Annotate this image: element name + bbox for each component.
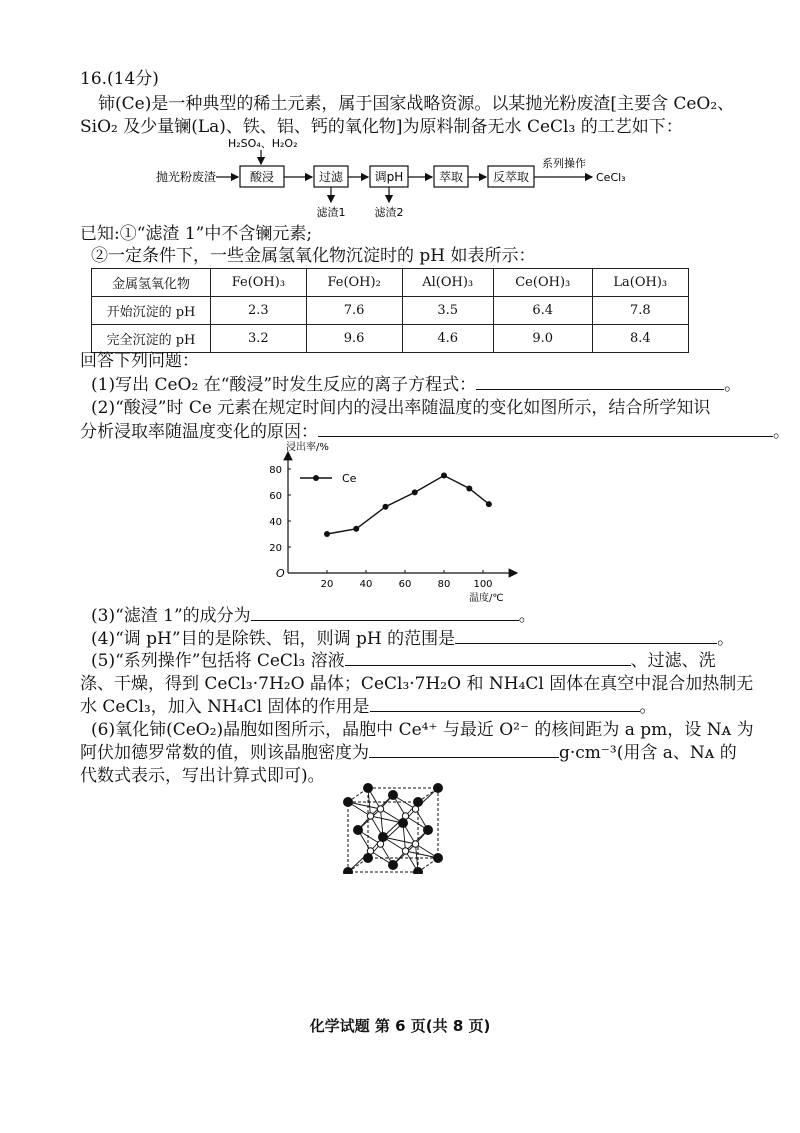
question-5-line-3 — [80, 696, 657, 718]
table-cell: 开始沉淀的 pH — [92, 297, 211, 325]
chart-x-tick-label: 20 — [320, 579, 334, 590]
question-5-text-b: 、过滤、洗 — [630, 651, 716, 671]
table-cell: 9.6 — [306, 325, 402, 353]
question-6-line-2 — [80, 742, 737, 764]
answer-blank-3[interactable] — [251, 605, 519, 621]
flow-step-filter-label: 过滤 — [318, 170, 344, 184]
known-2: ②一定条件下，一些金属氢氧化物沉淀时的 pH 如表所示： — [91, 246, 536, 266]
cerium-atom — [388, 860, 398, 870]
answer-blank-1[interactable] — [476, 374, 724, 390]
cerium-atom — [433, 783, 443, 793]
cerium-atom — [353, 825, 363, 835]
question-6-text-b: g·cm⁻³(用含 a、Nᴀ 的 — [559, 743, 737, 763]
question-number: 16.(14分) — [80, 69, 159, 89]
question-2-line-1: (2)“酸浸”时 Ce 元素在规定时间内的浸出率随温度的变化如图所示，结合所学知识 — [91, 398, 711, 418]
chart-y-tick-label: 80 — [269, 465, 282, 476]
question-1-text: (1)写出 CeO₂ 在“酸浸”时发生反应的离子方程式： — [91, 375, 477, 395]
question-5-text-c: 水 CeCl₃，加入 NH₄Cl 固体的作用是 — [80, 697, 370, 717]
table-cell: 9.0 — [493, 325, 592, 353]
chart-legend-label: Ce — [342, 472, 357, 485]
chart-data-point — [412, 489, 418, 495]
chart-legend-marker — [313, 475, 319, 481]
answer-blank-5a[interactable] — [345, 650, 631, 666]
table-header-cell: Ce(OH)₃ — [493, 269, 592, 297]
cerium-atom — [388, 790, 398, 800]
oxygen-atom — [412, 841, 418, 847]
known-1: 已知:①“滤渣 1”中不含镧元素; — [80, 224, 313, 244]
cerium-atom — [343, 797, 353, 807]
cerium-atom — [363, 853, 373, 863]
chart-x-tick-label: 100 — [473, 579, 493, 590]
table-header-cell: Fe(OH)₂ — [306, 269, 402, 297]
chart-data-point — [383, 504, 389, 510]
cerium-atom — [363, 783, 373, 793]
chart-y-tick-label: 60 — [269, 491, 282, 502]
table-cell: 4.6 — [402, 325, 493, 353]
flow-step-back-extraction-label: 反萃取 — [492, 170, 530, 184]
cerium-atom — [433, 853, 443, 863]
leach-rate-chart — [262, 440, 532, 605]
table-cell: 7.8 — [592, 297, 688, 325]
question-3-end: 。 — [518, 606, 536, 626]
question-1-end: 。 — [724, 375, 742, 395]
chart-data-point — [441, 473, 447, 479]
question-3-text: (3)“滤渣 1”的成分为 — [91, 606, 251, 626]
cerium-atom — [413, 797, 423, 807]
question-4-text: (4)“调 pH”目的是除铁、铝，则调 pH 的范围是 — [91, 629, 456, 649]
table-row — [92, 325, 689, 353]
question-2-text: 分析浸取率随温度变化的原因： — [80, 422, 318, 442]
chart-x-tick-label: 80 — [437, 579, 451, 590]
table-cell: 3.2 — [211, 325, 307, 353]
flow-step-adjust-ph-label: 调pH — [374, 170, 404, 184]
question-6-line-3: 代数式表示，写出计算式即可)。 — [80, 766, 325, 786]
chart-y-tick-label: 20 — [269, 543, 282, 554]
question-intro-line-2: SiO₂ 及少量镧(La)、铁、铝、钙的氧化物]为原料制备无水 CeCl₃ 的工艺如下： — [80, 117, 683, 137]
question-5-line-1 — [91, 650, 716, 672]
oxygen-atom — [402, 848, 408, 854]
answer-blank-6[interactable] — [369, 742, 559, 758]
table-cell: 完全沉淀的 pH — [92, 325, 211, 353]
answer-blank-4[interactable] — [455, 628, 717, 644]
chart-data-point — [466, 486, 472, 492]
table-header-cell: La(OH)₃ — [592, 269, 688, 297]
table-header-cell: 金属氢氧化物 — [92, 269, 211, 297]
chart-data-point — [486, 501, 492, 507]
cerium-atom — [413, 867, 423, 874]
chart-origin-label: O — [276, 567, 285, 580]
flow-start: 抛光粉废渣 — [156, 170, 217, 184]
table-cell: 8.4 — [592, 325, 688, 353]
flow-reagents: H₂SO₄、H₂O₂ — [228, 137, 298, 150]
table-cell: 3.5 — [402, 297, 493, 325]
ceo2-unit-cell-diagram — [340, 782, 450, 874]
question-6-text-a: 阿伏加德罗常数的值，则该晶胞密度为 — [80, 743, 369, 763]
question-6-line-1: (6)氧化铈(CeO₂)晶胞如图所示，晶胞中 Ce⁴⁺ 与最近 O²⁻ 的核间距为 a pm，设 Nᴀ 为 — [91, 720, 754, 740]
flow-residue-2: 滤渣2 — [374, 206, 404, 219]
answer-blank-5b[interactable] — [370, 696, 640, 712]
table-header-row — [92, 269, 689, 297]
chart-x-tick-label: 40 — [359, 579, 373, 590]
question-5-line-2: 涤、干燥，得到 CeCl₃·7H₂O 晶体；CeCl₃·7H₂O 和 NH₄Cl 固体在真空中混合加热制无 — [80, 674, 754, 694]
answer-prompt: 回答下列问题： — [80, 351, 199, 371]
table-header-cell: Fe(OH)₃ — [211, 269, 307, 297]
question-1 — [91, 374, 741, 396]
oxygen-atom — [377, 806, 383, 812]
question-2-end: 。 — [773, 422, 790, 442]
cerium-atom — [378, 832, 388, 842]
cerium-atom — [423, 825, 433, 835]
process-flow-diagram — [150, 136, 630, 224]
question-intro-line-1: 铈(Ce)是一种典型的稀土元素，属于国家战略资源。以某抛光粉废渣[主要含 CeO₂、 — [98, 94, 735, 114]
question-3 — [91, 605, 536, 627]
table-header-cell: Al(OH)₃ — [402, 269, 493, 297]
question-4 — [91, 628, 734, 650]
cerium-atom — [343, 867, 353, 874]
page-footer: 化学试题 第 6 页(共 8 页) — [309, 1017, 491, 1035]
chart-y-label: 浸出率/% — [286, 442, 329, 453]
question-5-end: 。 — [639, 697, 657, 717]
flow-product: CeCl₃ — [596, 171, 626, 184]
flow-step-acid-leach-label: 酸浸 — [249, 170, 275, 184]
table-cell: 7.6 — [306, 297, 402, 325]
ph-table — [91, 268, 689, 353]
chart-x-tick-label: 60 — [398, 579, 412, 590]
table-cell: 2.3 — [211, 297, 307, 325]
question-5-text-a: (5)“系列操作”包括将 CeCl₃ 溶液 — [91, 651, 345, 671]
chart-data-point — [324, 531, 330, 537]
flow-series-operation: 系列操作 — [542, 157, 586, 170]
chart-x-label: 温度/℃ — [469, 593, 504, 604]
cerium-atom — [398, 818, 408, 828]
answer-blank-2[interactable] — [318, 421, 773, 437]
chart-data-point — [353, 526, 359, 532]
flow-step-extraction-label: 萃取 — [438, 170, 464, 184]
table-row — [92, 297, 689, 325]
oxygen-atom — [367, 813, 373, 819]
table-cell: 6.4 — [493, 297, 592, 325]
flow-residue-1: 滤渣1 — [316, 206, 346, 219]
chart-y-tick-label: 40 — [269, 517, 282, 528]
question-4-end: 。 — [717, 629, 735, 649]
